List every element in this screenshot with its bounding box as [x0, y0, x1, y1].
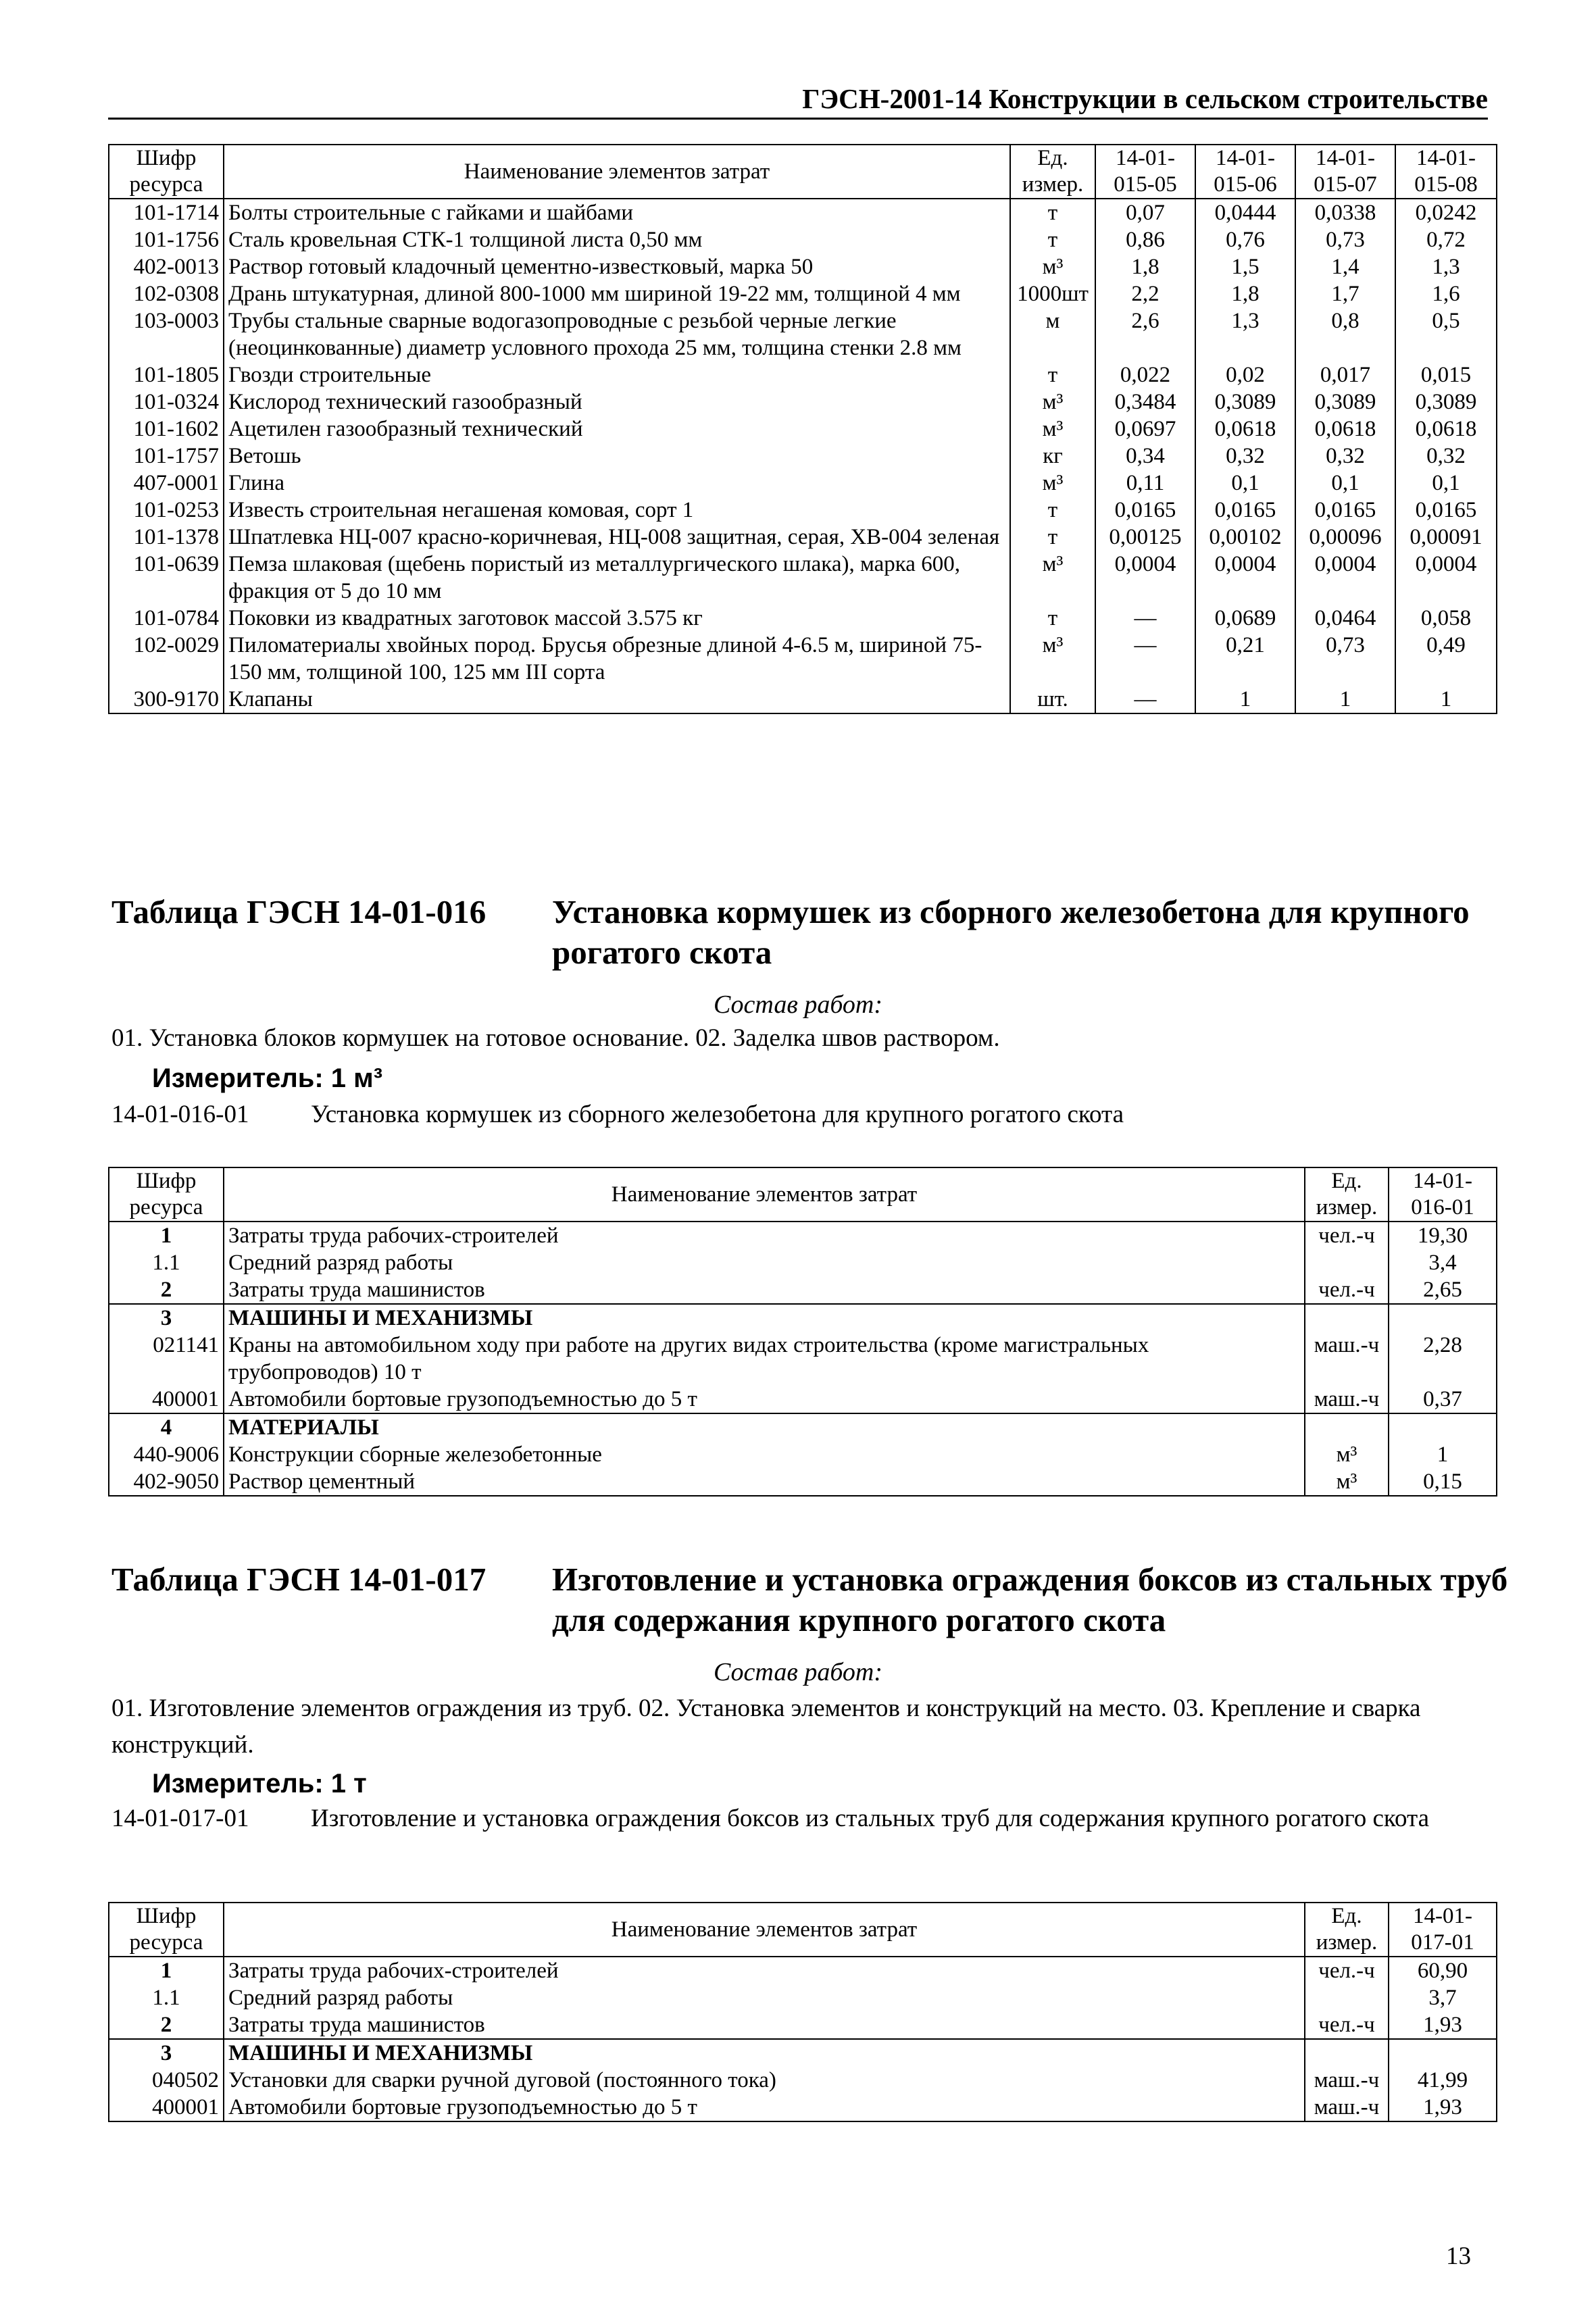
resource-code: 1 [109, 1957, 224, 1984]
norm-value: 0,0165 [1095, 497, 1195, 524]
table-row [109, 2094, 1497, 2121]
unit: т [1010, 524, 1095, 551]
unit: маш.-ч [1305, 2067, 1389, 2094]
unit [1305, 1984, 1389, 2011]
resource-code: 101-1805 [109, 361, 224, 388]
norm-value: 0,0165 [1295, 497, 1395, 524]
composition-title: Состав работ: [713, 990, 883, 1019]
table-row [109, 2067, 1497, 2094]
norm-value: 1,4 [1295, 253, 1395, 280]
norm-value: 0,0242 [1395, 199, 1497, 226]
norm-value [1389, 1304, 1497, 1332]
header-norm-015-06: 14-01-015-06 [1195, 145, 1295, 199]
cost-element-name: Гвозди строительные [224, 361, 1010, 388]
unit: т [1010, 605, 1095, 632]
resource-code: 300-9170 [109, 686, 224, 713]
table-row [109, 199, 1497, 226]
norm-value: 0,0618 [1195, 416, 1295, 443]
unit [1305, 1304, 1389, 1332]
resource-code: 021141 [109, 1332, 224, 1386]
header-cost-element-name: Наименование элементов затрат [224, 1903, 1305, 1957]
norm-value: 0,0464 [1295, 605, 1395, 632]
resource-code: 4 [109, 1413, 224, 1441]
table-row [109, 497, 1497, 524]
norm-value: 0,0004 [1195, 551, 1295, 605]
norm-value: 0,1 [1195, 470, 1295, 497]
cost-element-name: МАШИНЫ И МЕХАНИЗМЫ [224, 2039, 1305, 2067]
unit: м³ [1010, 253, 1095, 280]
unit [1305, 1249, 1389, 1276]
cost-element-name: Кислород технический газообразный [224, 388, 1010, 416]
norm-row [111, 1097, 1503, 1137]
norm-value: 0,11 [1095, 470, 1195, 497]
norm-value: 0,017 [1295, 361, 1395, 388]
table-header-row [109, 145, 1497, 199]
resource-code: 040502 [109, 2067, 224, 2094]
cost-element-name: Поковки из квадратных заготовок массой 3.575 кг [224, 605, 1010, 632]
unit: м³ [1305, 1468, 1389, 1496]
unit [1305, 1413, 1389, 1441]
norm-value [1389, 1413, 1497, 1441]
header-norm-015-07: 14-01-015-07 [1295, 145, 1395, 199]
norm-value: 0,022 [1095, 361, 1195, 388]
table-row [109, 2011, 1497, 2039]
cost-element-name: Сталь кровельная СТК-1 толщиной листа 0,50 мм [224, 226, 1010, 253]
norm-value: 0,37 [1389, 1386, 1497, 1413]
resource-code: 400001 [109, 1386, 224, 1413]
norm-value: 0,00096 [1295, 524, 1395, 551]
table-title: Изготовление и установка ограждения боксов из стальных труб для содержания крупного рогатого скота [552, 1561, 1508, 1638]
resource-code: 101-1714 [109, 199, 224, 226]
norm-value: 0,34 [1095, 443, 1195, 470]
norm-value: 0,3484 [1095, 388, 1195, 416]
cost-element-name: Шпатлевка НЦ-007 красно-коричневая, НЦ-008 защитная, серая, ХВ-004 зеленая [224, 524, 1010, 551]
resource-table-015 [108, 144, 1497, 714]
norm-value: 0,73 [1295, 632, 1395, 686]
norm-code: 14-01-016-01 [111, 1101, 249, 1128]
unit: чел.-ч [1305, 1222, 1389, 1249]
table-row [109, 605, 1497, 632]
norm-value: 1,93 [1389, 2094, 1497, 2121]
norm-value: 0,86 [1095, 226, 1195, 253]
unit: м³ [1010, 416, 1095, 443]
cost-element-name: Автомобили бортовые грузоподъемностью до 5 т [224, 2094, 1305, 2121]
table-row [109, 1441, 1497, 1468]
norm-value: 0,0165 [1395, 497, 1497, 524]
cost-element-name: Пиломатериалы хвойных пород. Брусья обрезные длиной 4-6.5 м, шириной 75-150 мм, толщиной 100, 125 мм III сорта [224, 632, 1010, 686]
resource-code: 3 [109, 2039, 224, 2067]
unit: м³ [1010, 388, 1095, 416]
norm-value: 1,8 [1195, 280, 1295, 307]
norm-value: 0,1 [1295, 470, 1395, 497]
cost-element-name: МАТЕРИАЛЫ [224, 1413, 1305, 1441]
cost-element-name: Конструкции сборные железобетонные [224, 1441, 1305, 1468]
table-header-row [109, 1167, 1497, 1222]
table-row [109, 416, 1497, 443]
cost-element-name: Ветошь [224, 443, 1010, 470]
header-resource-code: Шифр ресурса [109, 1903, 224, 1957]
cost-element-name: Пемза шлаковая (щебень пористый из металлургического шлака), марка 600, фракция от 5 до 10 мм [224, 551, 1010, 605]
header-norm-015-05: 14-01-015-05 [1095, 145, 1195, 199]
norm-value: 0,1 [1395, 470, 1497, 497]
norm-value: 0,0165 [1195, 497, 1295, 524]
table-row [109, 1386, 1497, 1413]
resource-code: 102-0029 [109, 632, 224, 686]
cost-element-name: Затраты труда рабочих-строителей [224, 1957, 1305, 1984]
norm-value: 2,65 [1389, 1276, 1497, 1304]
table-row [109, 470, 1497, 497]
unit: м³ [1010, 470, 1095, 497]
table-row [109, 280, 1497, 307]
table-row [109, 1332, 1497, 1386]
norm-value: — [1095, 686, 1195, 713]
unit: т [1010, 226, 1095, 253]
resource-code: 101-0324 [109, 388, 224, 416]
table-row [109, 1276, 1497, 1304]
table-row [109, 2039, 1497, 2067]
composition-text: 01. Изготовление элементов ограждения из труб. 02. Установка элементов и конструкций на место. 03. Крепление и сварка конструкций. [111, 1694, 1421, 1759]
header-norm-017-01: 14-01-017-01 [1389, 1903, 1497, 1957]
cost-element-name: Установки для сварки ручной дуговой (постоянного тока) [224, 2067, 1305, 2094]
header-norm-016-01: 14-01-016-01 [1389, 1167, 1497, 1222]
cost-element-name: Затраты труда машинистов [224, 1276, 1305, 1304]
unit: маш.-ч [1305, 1332, 1389, 1386]
norm-value: 1 [1195, 686, 1295, 713]
norm-value: 0,00102 [1195, 524, 1295, 551]
norm-value: 0,0618 [1295, 416, 1395, 443]
unit: маш.-ч [1305, 1386, 1389, 1413]
cost-element-name: Трубы стальные сварные водогазопроводные с резьбой черные легкие (неоцинкованные) диаметр условного прохода 25 мм, толщина стенки 2.8 мм [224, 307, 1010, 361]
cost-element-name: Раствор готовый кладочный цементно-известковый, марка 50 [224, 253, 1010, 280]
table-row [109, 1249, 1497, 1276]
cost-element-name: Глина [224, 470, 1010, 497]
table-row [109, 686, 1497, 713]
resource-code: 102-0308 [109, 280, 224, 307]
resource-code: 101-0784 [109, 605, 224, 632]
cost-element-name: Известь строительная негашеная комовая, сорт 1 [224, 497, 1010, 524]
resource-code: 101-1378 [109, 524, 224, 551]
resource-code: 101-1757 [109, 443, 224, 470]
resource-code: 402-9050 [109, 1468, 224, 1496]
cost-element-name: Средний разряд работы [224, 1984, 1305, 2011]
norm-value [1389, 2039, 1497, 2067]
unit: кг [1010, 443, 1095, 470]
norm-value: — [1095, 605, 1195, 632]
header-unit: Ед. измер. [1010, 145, 1095, 199]
norm-value: 2,6 [1095, 307, 1195, 361]
cost-element-name: Ацетилен газообразный технический [224, 416, 1010, 443]
norm-value: 0,0618 [1395, 416, 1497, 443]
cost-element-name: Болты строительные с гайками и шайбами [224, 199, 1010, 226]
unit: чел.-ч [1305, 1276, 1389, 1304]
table-row [109, 1468, 1497, 1496]
measure-unit: Измеритель: 1 т [152, 1769, 367, 1799]
unit: м³ [1010, 551, 1095, 605]
norm-value: 0,058 [1395, 605, 1497, 632]
header-cost-element-name: Наименование элементов затрат [224, 1167, 1305, 1222]
norm-value: 0,0444 [1195, 199, 1295, 226]
norm-value: 0,49 [1395, 632, 1497, 686]
norm-value: 0,76 [1195, 226, 1295, 253]
resource-code: 400001 [109, 2094, 224, 2121]
norm-value: 1,93 [1389, 2011, 1497, 2039]
resource-table-016 [108, 1167, 1497, 1496]
cost-element-name: Автомобили бортовые грузоподъемностью до 5 т [224, 1386, 1305, 1413]
norm-value: 60,90 [1389, 1957, 1497, 1984]
unit: т [1010, 199, 1095, 226]
header-resource-code: Шифр ресурса [109, 1167, 224, 1222]
table-row [109, 1984, 1497, 2011]
cost-element-name: Затраты труда машинистов [224, 2011, 1305, 2039]
norm-value: 0,07 [1095, 199, 1195, 226]
resource-code: 1 [109, 1222, 224, 1249]
norm-value: 1,7 [1295, 280, 1395, 307]
table-row [109, 632, 1497, 686]
unit: м [1010, 307, 1095, 361]
page-number: 13 [1446, 2242, 1471, 2270]
norm-value: 0,15 [1389, 1468, 1497, 1496]
cost-element-name: Средний разряд работы [224, 1249, 1305, 1276]
norm-value: 2,2 [1095, 280, 1195, 307]
cost-element-name: МАШИНЫ И МЕХАНИЗМЫ [224, 1304, 1305, 1332]
resource-code: 2 [109, 2011, 224, 2039]
table-label: Таблица ГЭСН 14-01-016 [111, 893, 487, 930]
resource-code: 440-9006 [109, 1441, 224, 1468]
measure-unit: Измеритель: 1 м³ [152, 1063, 383, 1093]
norm-value: 1,5 [1195, 253, 1295, 280]
norm-row [111, 1801, 1503, 1875]
table-row [109, 253, 1497, 280]
norm-value: 0,32 [1195, 443, 1295, 470]
norm-value: 0,5 [1395, 307, 1497, 361]
norm-value: 0,3089 [1395, 388, 1497, 416]
cost-element-name: Затраты труда рабочих-строителей [224, 1222, 1305, 1249]
norm-value: 0,8 [1295, 307, 1395, 361]
table-row [109, 1957, 1497, 1984]
table-row [109, 551, 1497, 605]
table-heading-016 [111, 892, 1503, 980]
norm-value: 0,21 [1195, 632, 1295, 686]
header-norm-015-08: 14-01-015-08 [1395, 145, 1497, 199]
norm-value: 0,0697 [1095, 416, 1195, 443]
running-head: ГЭСН-2001-14 Конструкции в сельском строительстве [108, 80, 1488, 120]
resource-code: 1.1 [109, 1984, 224, 2011]
composition-text: 01. Установка блоков кормушек на готовое основание. 02. Заделка швов раствором. [111, 1024, 1000, 1052]
table-label: Таблица ГЭСН 14-01-017 [111, 1561, 487, 1598]
norm-value: 19,30 [1389, 1222, 1497, 1249]
resource-code: 1.1 [109, 1249, 224, 1276]
table-row [109, 1304, 1497, 1332]
table-title: Установка кормушек из сборного железобетона для крупного рогатого скота [552, 893, 1470, 971]
norm-value: 3,4 [1389, 1249, 1497, 1276]
norm-value: 0,0004 [1295, 551, 1395, 605]
unit: маш.-ч [1305, 2094, 1389, 2121]
norm-value: 1 [1389, 1441, 1497, 1468]
table-row [109, 1413, 1497, 1441]
norm-value: 0,0004 [1095, 551, 1195, 605]
norm-value: 1 [1395, 686, 1497, 713]
norm-value: 1 [1295, 686, 1395, 713]
table-row [109, 307, 1497, 361]
unit: чел.-ч [1305, 1957, 1389, 1984]
norm-name: Установка кормушек из сборного железобетона для крупного рогатого скота [311, 1101, 1124, 1128]
resource-code: 101-1756 [109, 226, 224, 253]
header-unit: Ед. измер. [1305, 1167, 1389, 1222]
cost-element-name: Клапаны [224, 686, 1010, 713]
norm-value: 2,28 [1389, 1332, 1497, 1386]
cost-element-name: Раствор цементный [224, 1468, 1305, 1496]
table-row [109, 1222, 1497, 1249]
resource-code: 101-0253 [109, 497, 224, 524]
table-row [109, 524, 1497, 551]
norm-value: 0,0689 [1195, 605, 1295, 632]
table-row [109, 443, 1497, 470]
unit: м³ [1010, 632, 1095, 686]
resource-code: 3 [109, 1304, 224, 1332]
norm-value: 0,3089 [1195, 388, 1295, 416]
resource-code: 402-0013 [109, 253, 224, 280]
resource-code: 103-0003 [109, 307, 224, 361]
norm-name: Изготовление и установка ограждения боксов из стальных труб для содержания крупного рогатого скота [311, 1805, 1430, 1832]
norm-value: 0,73 [1295, 226, 1395, 253]
unit: т [1010, 497, 1095, 524]
norm-value: 41,99 [1389, 2067, 1497, 2094]
unit: т [1010, 361, 1095, 388]
cost-element-name: Дрань штукатурная, длиной 800-1000 мм шириной 19-22 мм, толщиной 4 мм [224, 280, 1010, 307]
resource-table-017 [108, 1902, 1497, 2122]
unit [1305, 2039, 1389, 2067]
unit: чел.-ч [1305, 2011, 1389, 2039]
norm-value: 1,8 [1095, 253, 1195, 280]
norm-value: 0,32 [1395, 443, 1497, 470]
resource-code: 2 [109, 1276, 224, 1304]
header-unit: Ед. измер. [1305, 1903, 1389, 1957]
norm-code: 14-01-017-01 [111, 1805, 249, 1832]
unit: шт. [1010, 686, 1095, 713]
norm-value: 0,3089 [1295, 388, 1395, 416]
norm-value: 1,3 [1395, 253, 1497, 280]
unit: м³ [1305, 1441, 1389, 1468]
norm-value: 0,0004 [1395, 551, 1497, 605]
norm-value: 0,02 [1195, 361, 1295, 388]
norm-value: 0,00091 [1395, 524, 1497, 551]
table-row [109, 226, 1497, 253]
resource-code: 101-0639 [109, 551, 224, 605]
norm-value: 3,7 [1389, 1984, 1497, 2011]
norm-value: 0,72 [1395, 226, 1497, 253]
header-resource-code: Шифр ресурса [109, 145, 224, 199]
norm-value: 0,00125 [1095, 524, 1195, 551]
table-row [109, 388, 1497, 416]
norm-value: 0,32 [1295, 443, 1395, 470]
norm-value: 1,3 [1195, 307, 1295, 361]
table-row [109, 361, 1497, 388]
norm-value: 0,0338 [1295, 199, 1395, 226]
norm-value: — [1095, 632, 1195, 686]
norm-value: 1,6 [1395, 280, 1497, 307]
header-cost-element-name: Наименование элементов затрат [224, 145, 1010, 199]
resource-code: 407-0001 [109, 470, 224, 497]
cost-element-name: Краны на автомобильном ходу при работе на других видах строительства (кроме магистральных трубопроводов) 10 т [224, 1332, 1305, 1386]
resource-code: 101-1602 [109, 416, 224, 443]
unit: 1000шт [1010, 280, 1095, 307]
norm-value: 0,015 [1395, 361, 1497, 388]
composition-title: Состав работ: [713, 1658, 883, 1686]
table-header-row [109, 1903, 1497, 1957]
table-heading-017 [111, 1559, 1508, 1647]
